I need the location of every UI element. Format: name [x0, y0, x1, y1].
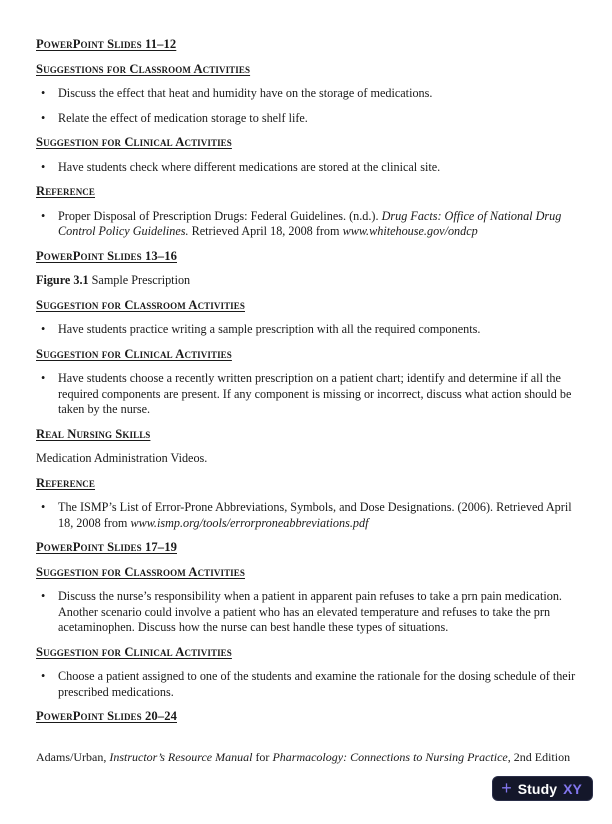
- heading-text: PowerPoint Slides 20–24: [36, 709, 177, 723]
- bullet-item: [36, 371, 578, 418]
- section-heading: [36, 540, 578, 556]
- section-heading: [36, 709, 578, 725]
- bullet-item: [36, 669, 578, 700]
- heading-text: PowerPoint Slides 11–12: [36, 37, 177, 51]
- text-run: The ISMP’s List of Error-Prone Abbreviations, Symbols, and Dose Designations. (2006). Retrieved April 18, 2008 from: [58, 500, 572, 530]
- bullet-item: [36, 322, 578, 338]
- text-run: for: [252, 750, 273, 764]
- subsection-heading: [36, 476, 578, 492]
- heading-text: Suggestion for Clinical Activities: [36, 135, 232, 149]
- bullet-marker: •: [41, 322, 46, 336]
- heading-text: Suggestion for Classroom Activities: [36, 297, 245, 312]
- bullet-item: [36, 160, 578, 176]
- subsection-heading: [36, 427, 578, 443]
- bullet-item: [36, 111, 578, 127]
- bullet-text: [58, 86, 578, 102]
- heading-text: Real Nursing Skills: [36, 426, 151, 441]
- bullet-marker: •: [41, 589, 46, 603]
- bullet-text: [58, 322, 578, 338]
- text-run: www.whitehouse.gov/ondcp: [342, 224, 478, 238]
- text-run: Pharmacology: Connections to Nursing Practice: [272, 750, 508, 764]
- text-run: Discuss the effect that heat and humidity have on the storage of medications.: [58, 86, 433, 100]
- bullet-marker: •: [41, 371, 46, 385]
- bullet-text: [58, 500, 578, 531]
- subsection-heading: [36, 565, 578, 581]
- text-run: Proper Disposal of Prescription Drugs: Federal Guidelines. (n.d.).: [58, 208, 382, 223]
- bullet-item: [36, 86, 578, 102]
- footer-citation: [36, 750, 582, 765]
- brand-name-accent: XY: [563, 780, 582, 797]
- text-run: Have students practice writing a sample prescription with all the required components.: [58, 322, 481, 336]
- subsection-heading: [36, 645, 578, 661]
- text-run: Adams/Urban,: [36, 750, 110, 764]
- text-run: Retrieved April 18, 2008 from: [188, 224, 343, 238]
- text-run: , 2nd Edition: [507, 750, 571, 764]
- bullet-text: [58, 589, 578, 636]
- bullet-marker: •: [41, 208, 46, 223]
- subsection-heading: [36, 62, 578, 78]
- section-heading: [36, 37, 578, 53]
- bullet-text: [58, 371, 578, 418]
- bullet-text: [58, 669, 578, 700]
- subsection-heading: [36, 298, 578, 314]
- bullet-marker: •: [41, 159, 46, 174]
- bullet-item: [36, 589, 578, 636]
- heading-text: Suggestion for Clinical Activities: [36, 644, 232, 659]
- text-run: Relate the effect of medication storage to shelf life.: [58, 110, 308, 125]
- heading-text: Suggestion for Classroom Activities: [36, 564, 245, 579]
- subsection-heading: [36, 184, 578, 200]
- bullet-text: [58, 160, 578, 176]
- text-run: Figure 3.1: [36, 273, 89, 287]
- subsection-heading: [36, 347, 578, 363]
- bullet-marker: •: [41, 500, 46, 514]
- brand-name-primary: Study: [517, 780, 558, 797]
- text-run: www.ismp.org/tools/errorproneabbreviations.pdf: [130, 515, 369, 530]
- bullet-text: [58, 209, 578, 240]
- bullet-marker: •: [41, 110, 46, 125]
- text-run: Sample Prescription: [88, 273, 191, 287]
- heading-text: PowerPoint Slides 13–16: [36, 248, 177, 263]
- bullet-marker: •: [41, 86, 46, 100]
- section-heading: [36, 249, 578, 265]
- heading-text: Reference: [36, 184, 96, 198]
- subsection-heading: [36, 135, 578, 151]
- text-run: Discuss the nurse’s responsibility when a patient in apparent pain refuses to take a prn pain medication. Another scenario could involve a patient who has an elevated temperature and refuses to take the prn acetaminophen. Discuss how the nurse can best handle these types of situations.: [58, 589, 562, 634]
- heading-text: Suggestion for Clinical Activities: [36, 346, 232, 361]
- bullet-item: [36, 209, 578, 240]
- text-run: Choose a patient assigned to one of the students and examine the rationale for the dosing schedule of their prescribed medications.: [58, 669, 576, 699]
- paragraph: [36, 273, 578, 289]
- heading-text: PowerPoint Slides 17–19: [36, 540, 177, 554]
- document-content: [36, 37, 578, 734]
- text-run: Have students choose a recently written prescription on a patient chart; identify and determine if all the required components are present. If any component is missing or incorrect, discuss what action should be taken by the nurse.: [58, 371, 572, 416]
- bullet-item: [36, 500, 578, 531]
- bullet-marker: •: [41, 669, 46, 683]
- heading-text: Suggestions for Classroom Activities: [36, 61, 251, 76]
- heading-text: Reference: [36, 475, 96, 490]
- text-run: Have students check where different medications are stored at the clinical site.: [58, 159, 441, 174]
- text-run: Instructor’s Resource Manual: [109, 750, 253, 764]
- text-run: Drug Facts: Office of National Drug Control Policy Guidelines.: [58, 208, 562, 238]
- plus-icon: +: [501, 777, 512, 798]
- bullet-text: [58, 111, 578, 127]
- paragraph: [36, 451, 578, 467]
- studyxy-badge[interactable]: [492, 776, 593, 801]
- text-run: Medication Administration Videos.: [36, 451, 208, 465]
